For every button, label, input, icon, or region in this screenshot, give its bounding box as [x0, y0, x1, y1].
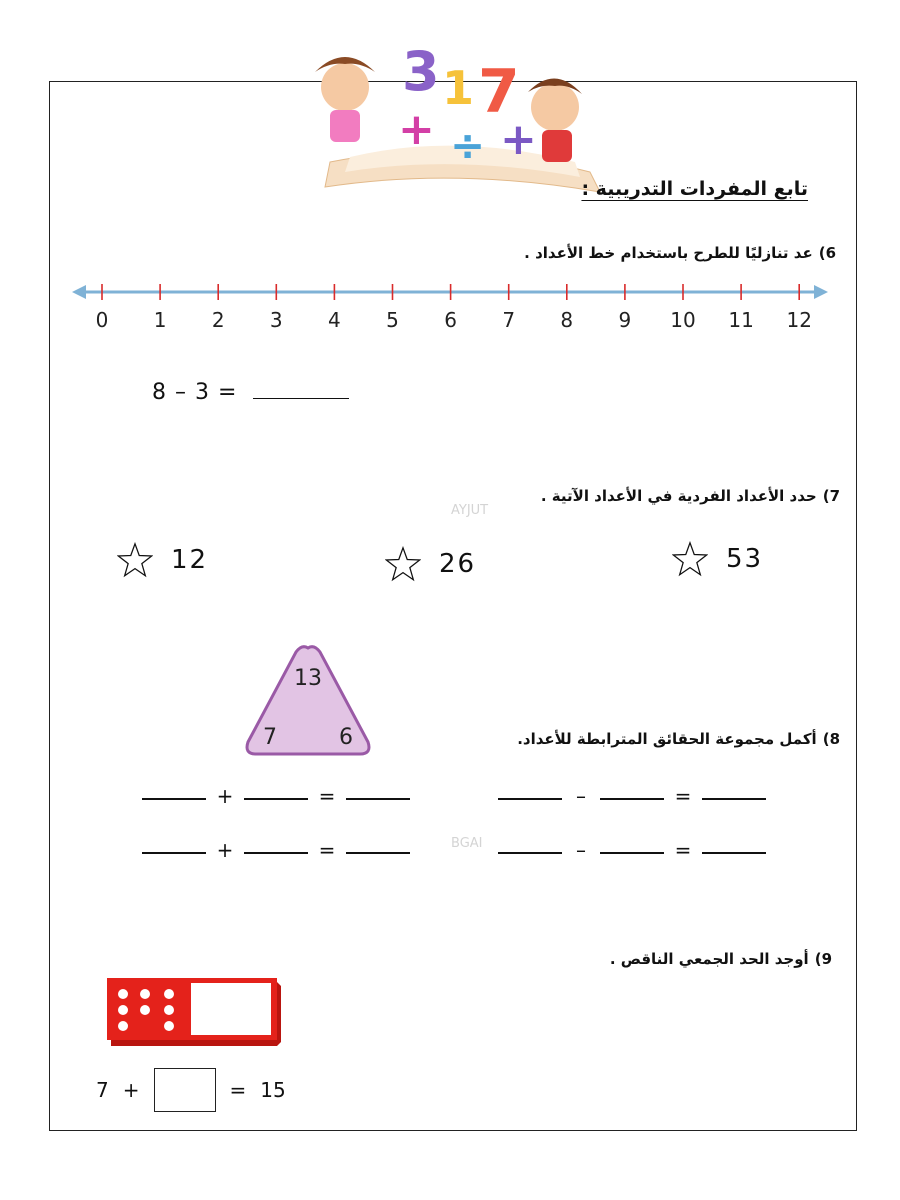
answer-blank[interactable] — [253, 398, 349, 399]
triangle-left-number: 7 — [263, 725, 277, 750]
number-line-label: 0 — [95, 308, 109, 332]
equals-sign: = — [318, 838, 336, 862]
number-choice-53[interactable] — [672, 541, 763, 577]
svg-text:7: 7 — [478, 57, 520, 127]
watermark-1: AYJUT — [451, 503, 489, 518]
number-line-label: 4 — [328, 308, 341, 332]
plus-sign: + — [216, 784, 234, 808]
number-value: 26 — [439, 549, 477, 579]
header-illustration — [290, 32, 620, 202]
minus-sign: – — [576, 838, 586, 862]
question-9-number: 9) — [814, 950, 832, 968]
question-8-text: أكمل مجموعة الحقائق المترابطة للأعداد. — [517, 730, 817, 748]
blank-line[interactable] — [346, 798, 410, 800]
triangle-right-number: 6 — [339, 725, 353, 750]
question-6-number: 6) — [818, 244, 836, 262]
number-line-label: 3 — [269, 308, 283, 332]
blank-line[interactable] — [498, 798, 562, 800]
question-6 — [524, 244, 836, 262]
blank-line[interactable] — [244, 852, 308, 854]
page-frame — [49, 81, 857, 1131]
equals-sign: = — [229, 1078, 247, 1102]
blank-line[interactable] — [600, 798, 664, 800]
addition-fact-row-2 — [142, 840, 410, 860]
right-arrow-icon — [814, 285, 828, 299]
watermark-2: BGAI — [451, 836, 483, 851]
number-line-label: 5 — [386, 308, 399, 332]
missing-addend-equation — [96, 1068, 286, 1112]
blank-line[interactable] — [498, 852, 562, 854]
plus-sign: + — [216, 838, 234, 862]
number-value: 12 — [171, 545, 209, 575]
question-8-number: 8) — [822, 730, 840, 748]
question-8 — [517, 730, 840, 748]
number-line-label: 9 — [618, 308, 632, 332]
number-line-label: 10 — [670, 308, 696, 332]
subtraction-text: 8 – 3 = — [152, 380, 238, 405]
blank-line[interactable] — [142, 798, 206, 800]
answer-box[interactable] — [154, 1068, 216, 1112]
blank-line[interactable] — [346, 852, 410, 854]
question-7 — [541, 487, 840, 505]
svg-text:+: + — [500, 114, 537, 165]
fact-triangle — [242, 642, 374, 760]
sum-number: 15 — [260, 1078, 286, 1102]
svg-text:+: + — [398, 104, 435, 155]
star-icon[interactable] — [672, 541, 708, 577]
addend-number: 7 — [96, 1078, 109, 1102]
number-line-label: 6 — [444, 308, 457, 332]
equals-sign: = — [674, 784, 692, 808]
plus-sign: + — [122, 1078, 140, 1102]
blank-line[interactable] — [702, 798, 766, 800]
svg-text:3: 3 — [402, 40, 440, 103]
left-arrow-icon — [72, 285, 86, 299]
question-7-text: حدد الأعداد الفردية في الأعداد الآتية . — [540, 487, 817, 505]
subtraction-expression — [152, 380, 349, 405]
domino-six-blank — [105, 978, 281, 1046]
subtraction-fact-row-2 — [498, 840, 766, 860]
addition-fact-row-1 — [142, 786, 410, 806]
question-9 — [610, 950, 832, 968]
number-line-label: 12 — [786, 308, 812, 332]
number-line — [70, 278, 830, 338]
question-7-number: 7) — [822, 487, 840, 505]
number-line-label: 2 — [211, 308, 225, 332]
number-choice-26[interactable] — [385, 546, 476, 582]
star-icon[interactable] — [117, 542, 153, 578]
svg-text:÷: ÷ — [450, 121, 486, 170]
minus-sign: – — [576, 784, 586, 808]
number-choice-12[interactable] — [117, 542, 208, 578]
blank-line[interactable] — [142, 852, 206, 854]
triangle-top-number: 13 — [294, 666, 322, 691]
number-line-label: 7 — [502, 308, 516, 332]
number-value: 53 — [726, 544, 764, 574]
blank-line[interactable] — [600, 852, 664, 854]
blank-line[interactable] — [244, 798, 308, 800]
svg-text:1: 1 — [442, 61, 475, 115]
number-line-label: 1 — [153, 308, 167, 332]
question-6-text: عد تنازليًا للطرح باستخدام خط الأعداد . — [524, 244, 813, 262]
blank-line[interactable] — [702, 852, 766, 854]
question-9-text: أوجد الحد الجمعي الناقص . — [609, 950, 809, 968]
equals-sign: = — [674, 838, 692, 862]
number-line-label: 8 — [560, 308, 574, 332]
number-line-label: 11 — [728, 308, 754, 332]
equals-sign: = — [318, 784, 336, 808]
subtraction-fact-row-1 — [498, 786, 766, 806]
star-icon[interactable] — [385, 546, 421, 582]
page-title: تابع المفردات التدريبية : — [581, 178, 808, 200]
